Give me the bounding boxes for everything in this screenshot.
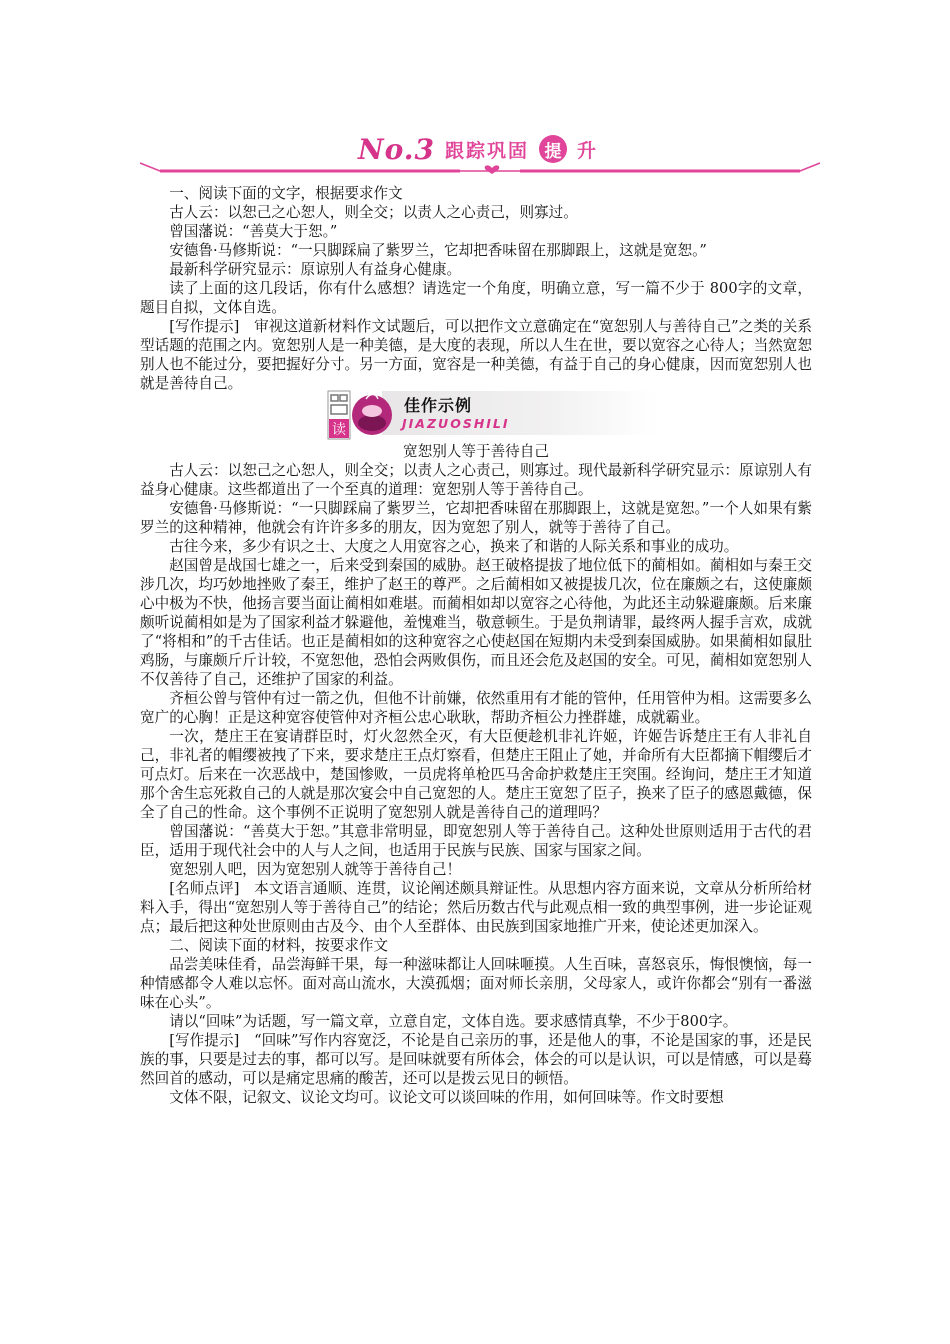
section-banner xyxy=(140,128,820,178)
teacher-comment: [名师点评] 本文语言通顺、连贯，议论阐述颇具辩证性。从思想内容方面来说，文章从分析所给材料入手，得出“宽恕别人等于善待自己”的结论；然后历数古代与此观点相一致的典型事例，进一步论证观点；最后把这种处世原则由古及今、由个人至群体、由民族到国家地推广开来，使论述更加深入。 xyxy=(140,880,812,935)
essay-paragraph: 古往今来，多少有识之士、大度之人用宽容之心，换来了和谐的人际关系和事业的成功。 xyxy=(169,538,739,555)
writing-tip: [写作提示] 审视这道新材料作文试题后，可以把作文立意确定在“宽恕别人与善待自己”之类的关系型话题的范围之内。宽恕别人是一种美德，是大度的表现，所以人生在世，要以宽容之心待人；当然宽恕别人也不能过分，要把握好分寸。另一方面，宽容是一种美德，有益于自己的身心健康，因而宽恕别人也就是善待自己。 xyxy=(140,318,812,392)
quote-paragraph: 最新科学研究显示：原谅别人有益身心健康。 xyxy=(169,261,462,278)
essay-paragraph: 宽恕别人吧，因为宽恕别人就等于善待自己！ xyxy=(169,861,462,878)
part2-material: 品尝美味佳肴，品尝海鲜干果，每一种滋味都让人回味咂摸。人生百味，喜怒哀乐，悔恨懊恼，每一种情感都令人难以忘怀。面对高山流水，大漠孤烟；面对师长亲朋，父母家人，或许你都会“别有一番滋味在心头”。 xyxy=(140,956,812,1011)
part2-last-paragraph: 文体不限，记叙文、议论文均可。议论文可以谈回味的作用，如何回味等。作文时要想 xyxy=(169,1089,724,1106)
essay-paragraph: 古人云：以恕己之心恕人，则全交；以责人之心责己，则寡过。现代最新科学研究显示：原谅别人有益身心健康。这些都道出了一个至真的道理：宽恕别人等于善待自己。 xyxy=(140,462,812,498)
section-number: No.3 xyxy=(358,132,436,166)
quote-paragraph: 安德鲁·马修斯说：“一只脚踩扁了紫罗兰，它却把香味留在那脚跟上，这就是宽恕。” xyxy=(169,242,707,259)
essay-section xyxy=(140,442,812,1107)
essay-paragraph: 赵国曾是战国七雄之一，后来受到秦国的威胁。赵王破格提拔了地位低下的蔺相如。蔺相如与秦王交涉几次，均巧妙地挫败了秦王，维护了赵王的尊严。之后蔺相如又被提拔几次，位在廉颇之右，这使廉颇心中极为不快，他扬言要当面让蔺相如难堪。而蔺相如却以宽容之心待他，为此还主动躲避廉颇。后来廉颇听说蔺相如是为了国家利益才躲避他，羞愧难当，敬意顿生。于是负荆请罪，最终两人握手言欢，成就了“将相和”的千古佳话。也正是蔺相如的这种宽容之心使赵国在短期内未受到秦国威胁。如果蔺相如鼠肚鸡肠，与廉颇斤斤计较，不宽恕他，恐怕会两败俱伤，而且还会危及赵国的安全。可见，蔺相如宽恕别人不仅善待了自己，还维护了国家的利益。 xyxy=(140,557,812,688)
banner-title-main: 跟踪巩固 xyxy=(445,139,530,162)
banner-badge: 提 xyxy=(539,135,567,163)
quote-paragraph: 古人云：以恕己之心恕人，则全交；以责人之心责己，则寡过。 xyxy=(169,204,578,221)
essay-paragraph: 曾国藩说：“善莫大于恕。”其意非常明显，即宽恕别人等于善待自己。这种处世原则适用于古代的君臣，适用于现代社会中的人与人之间，也适用于民族与民族、国家与国家之间。 xyxy=(140,823,812,859)
heart-icon xyxy=(485,165,500,174)
essay-title: 宽恕别人等于善待自己 xyxy=(403,443,549,460)
example-title: 佳作示例 xyxy=(404,396,473,415)
example-header xyxy=(326,389,658,439)
banner-divider xyxy=(140,162,820,174)
banner-title-end: 升 xyxy=(577,139,597,162)
reading-icon xyxy=(326,389,396,441)
part1-section xyxy=(140,184,812,393)
part1-heading: 一、阅读下面的文字，根据要求作文 xyxy=(169,185,403,202)
essay-paragraph: 安德鲁·马修斯说：“一只脚踩扁了紫罗兰，它却把香味留在那脚跟上，这就是宽恕。”一个人如果有紫罗兰的这种精神，他就会有许许多多的朋友，因为宽恕了别人，就等于善待了自己。 xyxy=(140,500,812,536)
part2-heading: 二、阅读下面的材料，按要求作文 xyxy=(169,937,389,954)
part2-writing-tip: [写作提示] “回味”写作内容宽泛，不论是自己亲历的事，还是他人的事，不论是国家的事，还是民族的事，只要是过去的事，都可以写。是回味就要有所体会，体会的可以是认识，可以是情感，可以是蓦然回首的感动，可以是痛定思痛的酸苦，还可以是拨云见日的顿悟。 xyxy=(140,1032,812,1087)
read-char: 读 xyxy=(332,422,346,438)
example-subtitle: JIAZUOSHILI xyxy=(402,416,510,431)
essay-paragraph: 一次，楚庄王在宴请群臣时，灯火忽然全灭，有大臣便趁机非礼许姬，许姬告诉楚庄王有人非礼自己，非礼者的帽缨被拽了下来，要求楚庄王点灯察看，但楚庄王阻止了她，并命所有大臣都摘下帽缨后才可点灯。后来在一次恶战中，楚国惨败，一员虎将单枪匹马舍命护救楚庄王突围。经询问，楚庄王才知道那个舍生忘死救自己的人就是那次宴会中自己宽恕的人。楚庄王宽恕了臣子，换来了臣子的感恩戴德，保全了自己的性命。这个事例不正说明了宽恕别人就是善待自己的道理吗？ xyxy=(140,728,812,821)
banner-title xyxy=(358,132,596,166)
essay-paragraph: 齐桓公曾与管仲有过一箭之仇，但他不计前嫌，依然重用有才能的管仲，任用管仲为相。这需要多么宽广的心胸！正是这种宽容使管仲对齐桓公忠心耿耿，帮助齐桓公力挫群雄，成就霸业。 xyxy=(140,690,812,726)
part2-task: 请以“回味”为话题，写一篇文章，立意自定，文体自选。要求感情真挚，不少于800字。 xyxy=(169,1013,738,1030)
quote-paragraph: 曾国藩说：“善莫大于恕。” xyxy=(169,223,338,240)
task-paragraph: 读了上面的这几段话，你有什么感想？请选定一个角度，明确立意，写一篇不少于 800字的文章，题目自拟，文体自选。 xyxy=(140,280,812,316)
